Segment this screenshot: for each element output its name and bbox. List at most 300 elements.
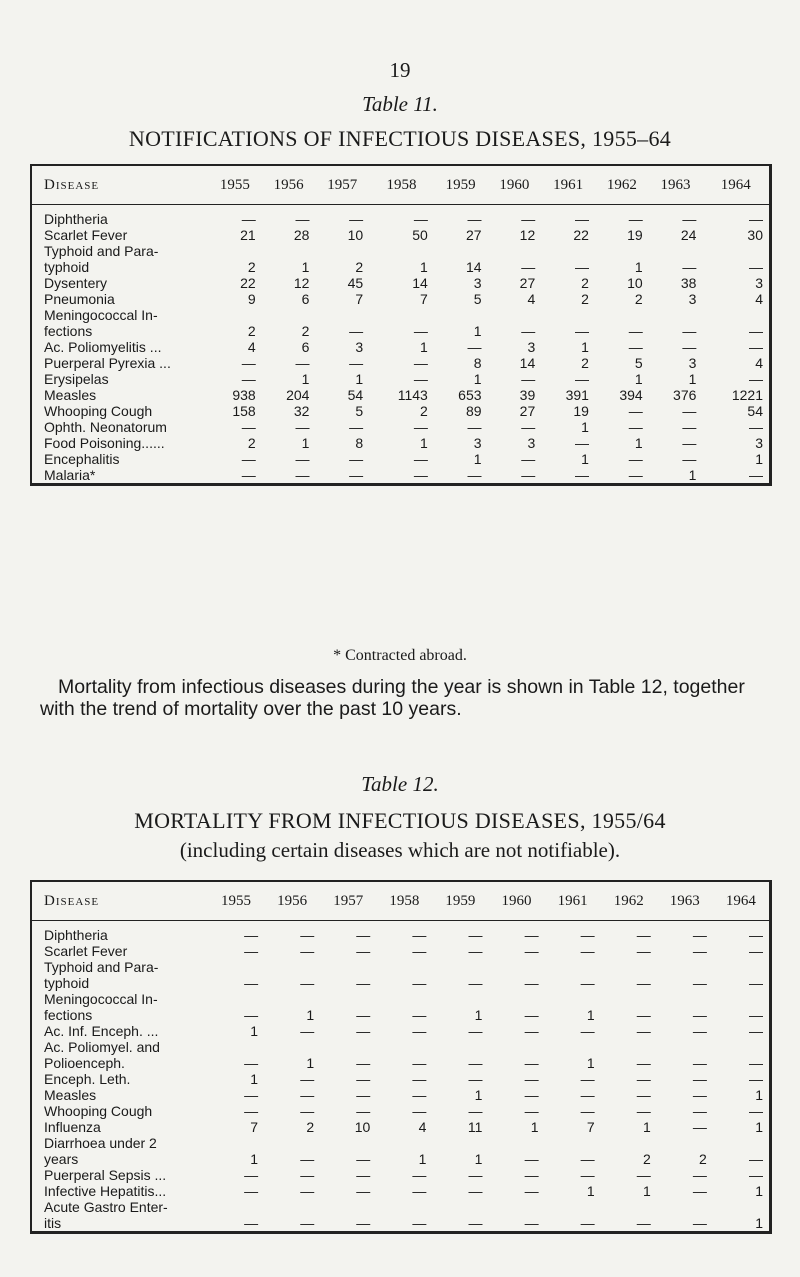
table-row [32,959,769,991]
table-cell: 54 [347,387,364,403]
table-12-header-year: 1957 [320,882,376,921]
table-cell: 653 [458,387,482,403]
table-cell: 2 [581,275,589,291]
table-cell: 1 [250,1023,259,1039]
table-cell: — [628,467,643,483]
disease-name: Ac. Poliomyelitis ... [44,339,162,355]
table-cell: 32 [293,403,310,419]
table-cell: 7 [586,1119,595,1135]
table-11-header-disease: Disease [32,166,208,205]
notifications-table [32,166,769,483]
table-cell: — [628,403,643,419]
table-12-header-year: 1955 [208,882,264,921]
table-cell: — [580,1167,595,1183]
mortality-paragraph: Mortality from infectious diseases during the year is shown in Table 12, together with the trend of mortality over the past 10 years. [40,676,745,720]
table-row [32,943,769,959]
table-cell: 1 [586,1055,595,1071]
table-cell: — [580,1151,595,1167]
disease-name: Infective Hepatitis... [44,1183,167,1199]
table-cell: 2 [301,323,310,339]
table-cell: 158 [232,403,256,419]
table-cell: — [300,1023,315,1039]
table-cell: — [413,451,428,467]
table-cell: — [749,211,763,227]
table-cell: — [300,1151,315,1167]
table-row [32,1199,769,1231]
table-cell: 14 [412,275,428,291]
table-cell: — [749,371,763,387]
table-cell: — [682,419,697,435]
table-cell: — [636,927,651,943]
table-cell: 10 [354,1119,371,1135]
table-cell: — [468,1103,483,1119]
table-cell: — [580,1023,595,1039]
table-cell: — [241,371,256,387]
table-cell: 4 [755,291,763,307]
table-12-header-year: 1956 [264,882,320,921]
table-cell: — [524,943,539,959]
table-cell: 1 [688,467,697,483]
table-cell: — [749,1023,763,1039]
table-cell: — [524,1007,539,1023]
table-cell: — [356,1183,371,1199]
table-cell: — [521,323,536,339]
disease-name: Pneumonia [44,291,115,307]
table-cell: 14 [465,259,482,275]
table-cell: — [580,927,595,943]
table-row [32,387,769,403]
table-12-header-year: 1963 [657,882,713,921]
table-cell: — [412,1007,427,1023]
table-cell: — [692,943,707,959]
table-cell: — [241,211,256,227]
table-cell: — [692,1087,707,1103]
table-cell: — [295,467,310,483]
table-cell: 1 [420,435,428,451]
table-cell: 50 [412,227,428,243]
table-12-header-disease: Disease [32,882,208,921]
table-cell: — [524,1023,539,1039]
table-cell: 6 [301,291,310,307]
table-cell: — [413,211,428,227]
table-cell: — [749,339,763,355]
table-cell: — [636,1023,651,1039]
table-12-frame [30,880,772,1234]
table-cell: — [692,975,707,991]
table-cell: 1 [581,451,589,467]
table-cell: — [412,1103,427,1119]
table-cell: — [244,1183,259,1199]
table-cell: 3 [473,435,482,451]
disease-name: Ophth. Neonatorum [44,419,167,435]
table-cell: — [356,975,371,991]
table-cell: — [244,1007,259,1023]
table-cell: — [467,419,482,435]
table-cell: — [682,435,697,451]
table-cell: 1 [473,371,482,387]
table-cell: — [692,1215,707,1231]
table-cell: — [628,451,643,467]
table-cell: — [349,211,364,227]
table-cell: 10 [627,275,643,291]
table-cell: 45 [347,275,364,291]
table-cell: 1 [474,1151,483,1167]
table-row [32,1039,769,1071]
disease-name: Scarlet Fever [44,943,128,959]
table-11-header-year: 1957 [315,166,369,205]
table-cell: — [692,1007,707,1023]
table-cell: — [692,1119,707,1135]
table-row [32,1167,769,1183]
table-cell: — [412,1183,427,1199]
table-11-header-year: 1964 [702,166,769,205]
table-row [32,451,769,467]
table-cell: 1221 [731,387,763,403]
table-cell: 22 [573,227,589,243]
disease-name: Enceph. Leth. [44,1071,131,1087]
table-row [32,1071,769,1087]
table-11-header-year: 1960 [488,166,542,205]
table-cell: — [524,1103,539,1119]
disease-name: Puerperal Pyrexia ... [44,355,171,371]
table-cell: — [412,1055,427,1071]
table-cell: — [295,451,310,467]
table-cell: 1 [301,371,310,387]
table-cell: — [356,943,371,959]
table-cell: 7 [250,1119,259,1135]
table-cell: 12 [519,227,536,243]
table-cell: — [412,1071,427,1087]
table-cell: — [524,1215,539,1231]
table-cell: — [574,435,589,451]
table-cell: — [412,1087,427,1103]
disease-name: Ac. Poliomyel. and Polioenceph. [44,1039,160,1071]
table-row [32,371,769,387]
table-cell: — [413,467,428,483]
disease-name: Diphtheria [44,927,108,943]
disease-name: Meningococcal In- fections [44,307,158,339]
table-cell: 7 [355,291,364,307]
table-cell: 1 [755,451,763,467]
table-cell: — [241,419,256,435]
disease-name: Erysipelas [44,371,109,387]
table-12-header-year: 1959 [432,882,488,921]
table-cell: — [749,259,763,275]
table-cell: — [636,1103,651,1119]
mortality-table [32,882,769,1231]
table-cell: 27 [519,275,536,291]
table-cell: — [749,1167,763,1183]
table-cell: — [580,1215,595,1231]
table-cell: — [524,1167,539,1183]
table-cell: 391 [565,387,589,403]
table-row [32,921,769,944]
table-cell: — [580,943,595,959]
table-cell: 1 [755,1119,763,1135]
table-cell: 1 [474,1087,483,1103]
table-cell: — [468,975,483,991]
table-row [32,991,769,1023]
disease-name: Diphtheria [44,211,108,227]
table-cell: 39 [519,387,536,403]
table-cell: 204 [286,387,310,403]
table-cell: 2 [581,355,589,371]
table-cell: — [574,371,589,387]
table-cell: 1 [474,1007,483,1023]
table-cell: 1 [250,1071,259,1087]
table-cell: — [468,943,483,959]
disease-name: Scarlet Fever [44,227,128,243]
table-cell: 2 [247,323,256,339]
table-cell: 1 [642,1119,651,1135]
table-cell: 3 [527,435,536,451]
table-cell: 3 [755,435,763,451]
table-cell: — [524,1151,539,1167]
table-cell: 9 [247,291,256,307]
table-row [32,339,769,355]
table-cell: — [682,403,697,419]
table-cell: — [244,1215,259,1231]
table-cell: — [524,1071,539,1087]
table-cell: 2 [642,1151,651,1167]
table-cell: 8 [473,355,482,371]
table-cell: — [521,371,536,387]
table-11-header-year: 1959 [434,166,488,205]
table-cell: — [692,1167,707,1183]
table-cell: 1 [634,371,643,387]
table-cell: — [300,1215,315,1231]
table-cell: 2 [247,259,256,275]
table-cell: — [244,1167,259,1183]
table-cell: — [468,1215,483,1231]
table-cell: — [749,1151,763,1167]
table-cell: 30 [747,227,763,243]
table-11-frame [30,164,772,486]
table-cell: — [636,975,651,991]
table-cell: 27 [465,227,482,243]
page-number: 19 [389,58,411,82]
table-cell: — [580,1087,595,1103]
table-cell: 1 [355,371,364,387]
table-cell: 3 [473,275,482,291]
table-11-header-year: 1956 [262,166,316,205]
table-cell: — [524,1055,539,1071]
table-cell: — [412,975,427,991]
table-cell: — [749,419,763,435]
table-11-caption: Table 11. [362,92,438,116]
table-11-footnote: * Contracted abroad. [333,647,467,664]
table-cell: 3 [527,339,536,355]
table-row [32,275,769,291]
table-cell: — [692,1023,707,1039]
table-cell: 3 [688,291,697,307]
table-cell: — [524,975,539,991]
table-cell: — [574,323,589,339]
table-cell: 1 [418,1151,427,1167]
table-cell: — [574,211,589,227]
table-cell: — [692,1055,707,1071]
table-cell: — [692,927,707,943]
table-row [32,403,769,419]
table-cell: — [300,1103,315,1119]
table-cell: — [300,1071,315,1087]
table-cell: — [636,1087,651,1103]
table-cell: 4 [527,291,536,307]
table-cell: — [300,1087,315,1103]
disease-name: Encephalitis [44,451,120,467]
table-cell: — [295,211,310,227]
table-cell: — [636,1215,651,1231]
table-cell: 1 [306,1007,315,1023]
table-cell: 1 [301,259,310,275]
table-cell: 1 [755,1183,763,1199]
table-cell: 54 [747,403,763,419]
table-cell: 1 [634,259,643,275]
table-cell: 1 [688,371,697,387]
disease-name: Whooping Cough [44,1103,153,1119]
table-row [32,205,769,228]
table-cell: 2 [247,435,256,451]
disease-name: Ac. Inf. Enceph. ... [44,1023,159,1039]
table-cell: 2 [581,291,589,307]
table-11-header-year: 1961 [541,166,595,205]
table-cell: — [468,1023,483,1039]
table-12-caption: Table 12. [361,772,439,796]
table-cell: 938 [232,387,256,403]
table-cell: — [468,927,483,943]
table-cell: — [349,323,364,339]
table-cell: — [244,975,259,991]
table-cell: — [682,211,697,227]
table-cell: — [521,259,536,275]
table-cell: — [356,1215,371,1231]
table-cell: — [467,211,482,227]
table-cell: 5 [355,403,364,419]
disease-name: Acute Gastro Enter- itis [44,1199,168,1231]
table-11-header-year: 1962 [595,166,649,205]
table-cell: — [580,1103,595,1119]
table-cell: — [300,1167,315,1183]
table-cell: — [356,1023,371,1039]
table-cell: — [580,1071,595,1087]
table-cell: 2 [355,259,364,275]
table-cell: — [300,1183,315,1199]
table-cell: 1 [473,451,482,467]
table-row [32,243,769,275]
table-cell: — [580,975,595,991]
table-cell: — [468,1183,483,1199]
table-cell: 3 [688,355,697,371]
table-11-title: NOTIFICATIONS OF INFECTIOUS DISEASES, 1955–64 [128,126,672,151]
table-cell: 4 [755,355,763,371]
table-row [32,1103,769,1119]
table-cell: — [349,419,364,435]
table-row [32,227,769,243]
table-cell: — [749,1007,763,1023]
table-cell: — [244,927,259,943]
table-cell: — [636,1167,651,1183]
table-row [32,1135,769,1167]
table-cell: — [356,1103,371,1119]
table-12-header-year: 1962 [601,882,657,921]
table-cell: — [749,1103,763,1119]
table-cell: — [467,467,482,483]
table-cell: — [413,371,428,387]
disease-name: Influenza [44,1119,101,1135]
table-cell: 2 [306,1119,315,1135]
table-cell: 1 [301,435,310,451]
table-cell: — [356,1087,371,1103]
table-cell: — [468,1071,483,1087]
table-cell: — [356,1071,371,1087]
table-cell: — [412,1167,427,1183]
table-cell: 1 [250,1151,259,1167]
table-cell: 10 [347,227,364,243]
table-cell: 1 [586,1007,595,1023]
table-cell: 1 [530,1119,539,1135]
table-cell: — [692,1183,707,1199]
table-cell: 4 [247,339,256,355]
table-cell: 22 [240,275,256,291]
table-cell: — [356,927,371,943]
table-row [32,419,769,435]
table-cell: 27 [519,403,536,419]
table-cell: — [295,419,310,435]
table-cell: — [300,927,315,943]
table-cell: — [749,467,763,483]
table-cell: — [749,927,763,943]
table-cell: 24 [680,227,697,243]
table-cell: — [749,1071,763,1087]
table-row [32,1087,769,1103]
table-cell: — [356,1055,371,1071]
table-cell: — [574,467,589,483]
disease-name: Meningococcal In- fections [44,991,158,1023]
table-cell: 394 [619,387,643,403]
table-cell: — [636,1055,651,1071]
table-12-title: MORTALITY FROM INFECTIOUS DISEASES, 1955/64 [134,808,666,833]
table-cell: — [241,451,256,467]
table-cell: 1 [420,339,428,355]
table-cell: — [628,211,643,227]
table-cell: 4 [418,1119,427,1135]
table-cell: — [244,943,259,959]
table-cell: 2 [699,1151,707,1167]
disease-name: Puerperal Sepsis ... [44,1167,167,1183]
table-cell: — [241,355,256,371]
table-row [32,467,769,483]
table-row [32,307,769,339]
table-cell: — [412,1023,427,1039]
table-cell: — [412,927,427,943]
table-cell: — [241,467,256,483]
table-cell: 5 [473,291,482,307]
table-cell: — [692,1103,707,1119]
table-cell: 3 [355,339,364,355]
table-cell: — [412,1215,427,1231]
disease-name: Malaria* [44,467,96,483]
table-cell: 1 [581,339,589,355]
table-cell: — [636,943,651,959]
table-cell: 2 [420,403,428,419]
table-cell: — [467,339,482,355]
table-cell: — [682,323,697,339]
table-cell: 11 [467,1119,483,1135]
table-cell: 1 [420,259,428,275]
table-cell: — [682,451,697,467]
table-cell: — [413,355,428,371]
table-cell: — [356,1167,371,1183]
